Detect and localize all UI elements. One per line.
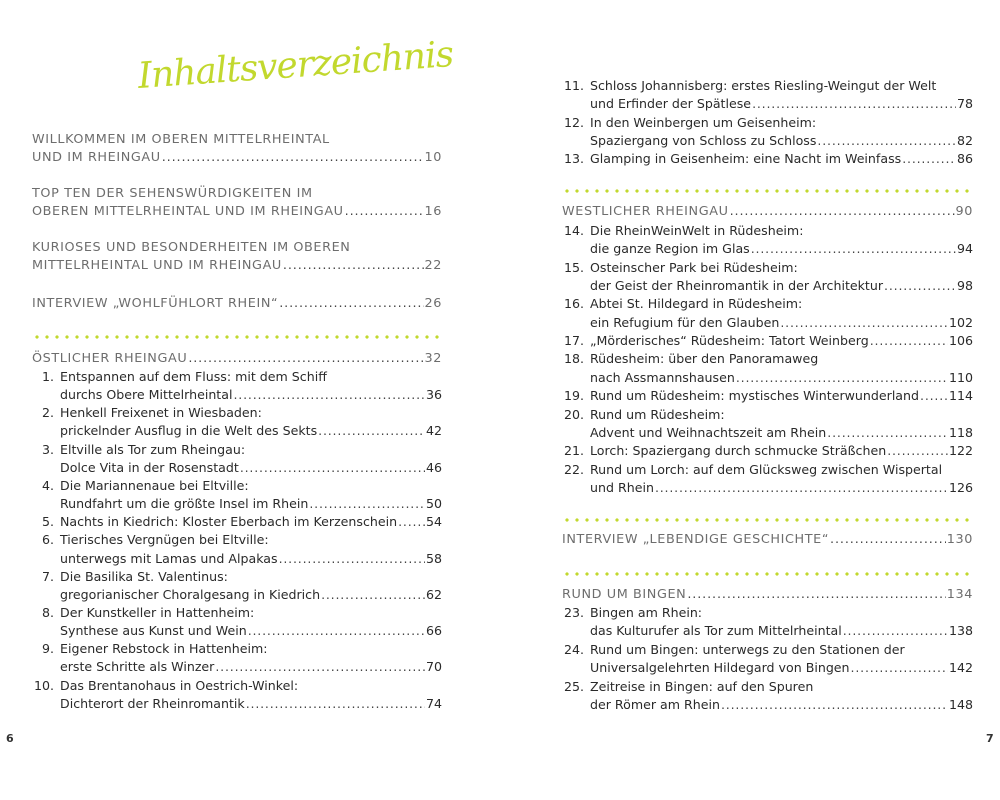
entry-page: 122 [948,443,973,459]
entry-title: Osteinscher Park bei Rüdesheim: [590,259,798,275]
toc-entry-continuation[interactable] [32,495,442,513]
entry-title: Entspannen auf dem Fluss: mit dem Schiff [60,369,327,384]
section-5-oestlicher-rheingau[interactable]: ÖSTLICHER RHEINGAU . . . 32 [32,350,442,368]
leader-dots [843,622,948,640]
entry-subtitle: nach Assmannshausen [590,369,735,385]
entry-number: 19. [563,388,584,404]
entry-subtitle: Advent und Weihnachtszeit am Rhein [590,424,827,440]
entry-page: 66 [425,623,442,639]
entry-number: 17. [563,333,584,349]
toc-entry-continuation[interactable] [32,386,442,404]
section-2-line-1: TOP TEN DER SEHENSWÜRDIGKEITEN IM [32,186,313,201]
entry-page: 86 [956,151,973,167]
entry-page: 58 [425,550,442,566]
entry-number: 25. [563,678,584,694]
section-7-interview[interactable]: INTERVIEW „LEBENDIGE GESCHICHTE“ . . . 130 [562,531,973,549]
toc-entry[interactable] [32,677,442,695]
entry-number: 20. [563,406,584,422]
entry-subtitle: Rundfahrt um die größte Insel im Rhein [60,496,309,512]
toc-entry-continuation[interactable] [32,695,442,713]
entry-subtitle: der Römer am Rhein [590,697,720,712]
entry-subtitle: Universalgelehrten Hildegard von Bingen [590,660,850,676]
leader-dots [721,696,948,714]
toc-entry[interactable] [32,513,442,531]
entry-title: In den Weinbergen um Geisenheim: [590,114,817,130]
entry-number: 16. [563,296,584,312]
entry-subtitle: unterwegs mit Lamas und Alpakas [60,550,278,566]
entry-title: Bingen am Rhein: [590,605,703,620]
entry-title: Zeitreise in Bingen: auf den Spuren [590,678,814,694]
entry-page: 46 [425,459,442,475]
entry-subtitle: durchs Obere Mittelrheintal [60,387,233,403]
entry-number: 10. [33,677,54,693]
entry-number: 15. [563,259,584,275]
toc-entry[interactable] [32,368,442,386]
toc-entry[interactable] [562,442,973,460]
toc-entry-continuation[interactable] [32,586,442,604]
entry-title: Rüdesheim: über den Panoramaweg [590,351,819,367]
entry-number: 4. [41,477,54,493]
leader-dots [751,240,956,258]
entry-page: 102 [948,314,973,330]
leader-dots [920,387,948,405]
entry-page: 62 [425,586,442,602]
entry-number: 13. [563,151,584,167]
toc-entry-continuation[interactable] [562,277,973,295]
entry-number: 6. [41,532,54,548]
leader-dots [870,332,948,350]
leader-dots [246,695,425,713]
leader-dots [902,150,956,168]
page-number-right: 7 [986,732,994,745]
entry-number: 11. [563,78,584,93]
entry-title: Die Mariannenaue bei Eltville: [60,477,249,493]
entry-title: Nachts in Kiedrich: Kloster Eberbach im Kerzenschein [60,514,398,530]
leader-dots [752,95,956,113]
toc-entry[interactable] [562,461,973,479]
entry-title: Die Basilika St. Valentinus: [60,568,228,584]
section-4-interview[interactable]: INTERVIEW „WOHLFÜHLORT RHEIN“ . . . 26 [32,295,442,313]
section-8-rund-um-bingen[interactable]: RUND UM BINGEN . . . 134 [562,586,973,604]
entry-title: Abtei St. Hildegard in Rüdesheim: [590,296,803,312]
entry-title: Eigener Rebstock in Hattenheim: [60,641,268,657]
entry-page: 114 [948,388,973,404]
toc-entry-continuation[interactable] [32,622,442,640]
leader-dots [884,277,956,295]
section-divider [32,335,442,339]
toc-entry[interactable] [562,114,973,132]
toc-entry-continuation[interactable] [32,459,442,477]
entry-page: 126 [948,479,973,495]
entry-page: 110 [948,369,973,385]
section-divider [562,518,973,522]
entry-subtitle: prickelnder Ausflug in die Welt des Sekts [60,423,318,439]
entry-page: 70 [425,659,442,675]
entry-subtitle: der Geist der Rheinromantik in der Architektur [590,278,884,294]
leader-dots [780,314,948,332]
entry-number: 7. [41,568,54,584]
toc-entry[interactable] [32,441,442,459]
entry-subtitle: und Rhein [590,479,654,495]
toc-entry[interactable] [562,150,973,168]
toc-entry-continuation[interactable] [562,622,973,640]
toc-entry[interactable] [32,640,442,658]
entry-number: 2. [41,405,54,421]
entry-number: 12. [563,114,584,130]
toc-entry[interactable] [562,678,973,696]
toc-entry[interactable] [562,406,973,424]
toc-entry[interactable] [562,387,973,405]
leader-dots [248,622,425,640]
entry-number: 24. [563,641,584,657]
section-6-westlicher-rheingau[interactable]: WESTLICHER RHEINGAU . . . 90 [562,203,973,221]
leader-dots [827,424,948,442]
entry-subtitle: Spaziergang von Schloss zu Schloss [590,132,817,148]
entry-subtitle: das Kulturufer als Tor zum Mittelrheintal [590,623,842,639]
entry-subtitle: Synthese aus Kunst und Wein [60,623,247,639]
entry-subtitle: erste Schritte als Winzer [60,659,215,675]
entry-page: 74 [425,695,442,711]
entry-subtitle: die ganze Region im Glas [590,241,750,257]
toc-entry[interactable] [562,604,973,622]
entry-number: 1. [41,369,54,384]
entry-number: 5. [41,514,54,530]
toc-entry[interactable] [32,531,442,549]
entry-number: 14. [563,223,584,238]
leader-dots [736,369,948,387]
toc-entry[interactable] [562,350,973,368]
leader-dots [215,658,425,676]
section-3-line-2[interactable]: MITTELRHEINTAL UND IM RHEINGAU . . . 22 [32,257,442,275]
toc-heading: Inhaltsverzeichnis [136,34,455,97]
entry-number: 23. [563,605,584,620]
section-2-line-2[interactable]: OBEREN MITTELRHEINTAL UND IM RHEINGAU . . . 16 [32,203,442,221]
section-1-line-1: WILLKOMMEN IM OBEREN MITTELRHEINTAL [32,132,330,147]
leader-dots [240,459,425,477]
entry-subtitle: Dichterort der Rheinromantik [60,695,245,711]
entry-title: Das Brentanohaus in Oestrich-Winkel: [60,677,299,693]
leader-dots [817,132,956,150]
entry-page: 98 [956,278,973,294]
entry-title: Der Kunstkeller in Hattenheim: [60,604,255,620]
entry-title: Tierisches Vergnügen bei Eltville: [60,532,269,548]
toc-entry-continuation[interactable] [562,369,973,387]
entry-page: 142 [948,660,973,676]
leader-dots [318,422,425,440]
toc-entry-continuation[interactable] [562,696,973,714]
entry-title: Lorch: Spaziergang durch schmucke Sträßchen [590,443,887,459]
leader-dots [655,479,948,497]
section-1-line-2[interactable]: UND IM RHEINGAU . . . 10 [32,149,442,167]
toc-entry[interactable] [32,568,442,586]
entry-title: „Mörderisches“ Rüdesheim: Tatort Weinberg [590,333,869,349]
section-divider [562,572,973,576]
entry-page: 54 [425,514,442,530]
toc-entry[interactable] [562,77,973,95]
toc-entry[interactable] [562,259,973,277]
leader-dots [309,495,425,513]
entry-page: 94 [956,241,973,257]
toc-entry[interactable] [562,332,973,350]
toc-entry-continuation[interactable] [562,132,973,150]
entry-subtitle: und Erfinder der Spätlese [590,96,752,112]
entry-title: Eltville als Tor zum Rheingau: [60,441,246,457]
toc-entry-continuation[interactable] [562,424,973,442]
leader-dots [851,659,948,677]
entry-title: Die RheinWeinWelt in Rüdesheim: [590,223,804,238]
entry-page: 138 [948,623,973,639]
entry-title: Glamping in Geisenheim: eine Nacht im Weinfass [590,151,902,167]
entry-page: 78 [956,96,973,112]
entry-subtitle: ein Refugium für den Glauben [590,314,780,330]
entry-subtitle: Dolce Vita in der Rosenstadt [60,459,239,475]
toc-entry-continuation[interactable] [32,422,442,440]
entry-page: 148 [948,697,973,712]
entry-title: Rund um Rüdesheim: mystisches Winterwunderland [590,388,920,404]
entry-page: 42 [425,423,442,439]
toc-entry-continuation[interactable] [32,658,442,676]
leader-dots [398,513,425,531]
toc-entry[interactable] [562,641,973,659]
toc-entry[interactable] [32,404,442,422]
entry-page: 106 [948,333,973,349]
entry-page: 82 [956,132,973,148]
toc-entry-continuation[interactable] [32,550,442,568]
toc-entry[interactable] [32,477,442,495]
leader-dots [887,442,948,460]
section-divider [562,189,973,193]
entry-page: 50 [425,496,442,512]
toc-entry-continuation[interactable] [562,659,973,677]
page-number-left: 6 [6,732,14,745]
leader-dots [321,586,425,604]
entry-title: Rund um Bingen: unterwegs zu den Stationen der [590,641,905,657]
toc-entry-continuation[interactable] [562,240,973,258]
entry-number: 8. [41,604,54,620]
toc-entry[interactable] [562,295,973,313]
entry-title: Rund um Lorch: auf dem Glücksweg zwischen Wispertal [590,461,943,477]
entry-page: 36 [425,387,442,403]
entry-subtitle: gregorianischer Choralgesang in Kiedrich [60,586,321,602]
section-3-line-1: KURIOSES UND BESONDERHEITEN IM OBEREN [32,240,351,255]
toc-entry-continuation[interactable] [562,314,973,332]
toc-entry-continuation[interactable] [562,95,973,113]
entry-number: 18. [563,351,584,367]
entry-number: 3. [41,441,54,457]
leader-dots [233,386,425,404]
leader-dots [279,550,425,568]
entry-number: 21. [563,443,584,459]
entry-title: Schloss Johannisberg: erstes Riesling-Weingut der Welt [590,78,937,93]
entry-number: 9. [41,641,54,657]
toc-entry[interactable] [562,222,973,240]
entry-title: Henkell Freixenet in Wiesbaden: [60,405,262,421]
entry-number: 22. [563,461,584,477]
entry-title: Rund um Rüdesheim: [590,406,725,422]
toc-entry-continuation[interactable] [562,479,973,497]
toc-entry[interactable] [32,604,442,622]
entry-page: 118 [948,424,973,440]
